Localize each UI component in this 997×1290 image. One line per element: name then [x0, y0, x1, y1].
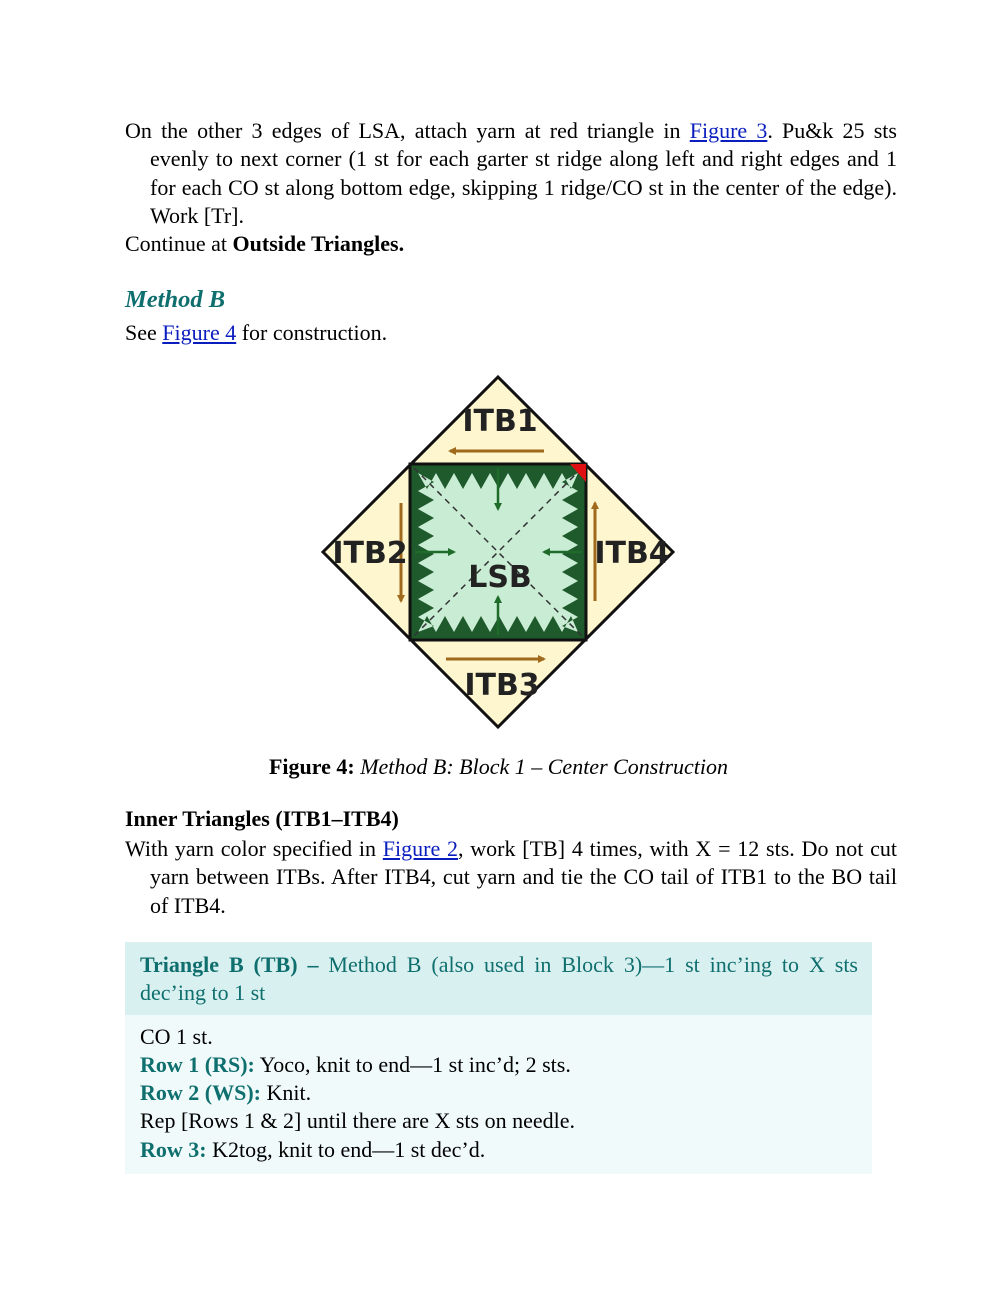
- figure-4-link[interactable]: Figure 4: [162, 320, 237, 345]
- row-3-label: Row 3:: [140, 1136, 207, 1162]
- label-itb4: ITB4: [594, 536, 670, 571]
- method-b-heading: Method B: [125, 286, 226, 313]
- row-1-text: Yoco, knit to end—1 st inc’d; 2 sts.: [254, 1051, 571, 1077]
- triangle-b-box: [125, 942, 872, 1174]
- row-2-line: [140, 1079, 858, 1107]
- construction-diagram: [318, 373, 678, 733]
- caption-text: Method B: Block 1 – Center Construction: [360, 754, 729, 779]
- triangle-b-header: [125, 942, 872, 1015]
- row-3-text: K2tog, knit to end—1 st dec’d.: [206, 1136, 486, 1162]
- figure-2-link[interactable]: Figure 2: [382, 836, 459, 861]
- row-1-line: [140, 1051, 858, 1079]
- inner-text-continued: , work [TB] 4 times, with X = 12 sts. Do not cut yarn between ITBs. After ITB4, cut yarn and tie the CO tail of ITB1 to the BO tail of ITB4.: [150, 836, 897, 918]
- intro-paragraph: [125, 117, 897, 230]
- see-text-continued: for construction.: [236, 320, 388, 345]
- inner-text: With yarn color specified in: [125, 836, 383, 861]
- row-3-line: [140, 1136, 858, 1164]
- inner-triangles-heading: Inner Triangles (ITB1–ITB4): [125, 806, 399, 831]
- continue-paragraph: [125, 230, 872, 258]
- inner-triangles-paragraph: [125, 835, 897, 920]
- intro-text: On the other 3 edges of LSA, attach yarn at red triangle in: [125, 118, 690, 143]
- figure-3-link[interactable]: Figure 3: [689, 118, 768, 143]
- label-itb3: ITB3: [464, 668, 540, 703]
- label-lsb: LSB: [468, 560, 532, 595]
- intro-text-continued: . Pu&k 25 sts evenly to next corner (1 st for each garter st ridge along left and right edges and 1 for each CO st along bottom edge, skipping 1 ridge/CO st in the center of the edge). Work [Tr].: [150, 118, 897, 228]
- see-text: See: [125, 320, 163, 345]
- repeat-line: Rep [Rows 1 & 2] until there are X sts on needle.: [140, 1108, 576, 1134]
- continue-text: Continue at: [125, 231, 233, 256]
- label-itb2: ITB2: [332, 536, 408, 571]
- row-2-text: Knit.: [261, 1080, 312, 1106]
- triangle-b-instructions: [125, 1015, 872, 1174]
- row-2-label: Row 2 (WS):: [140, 1080, 261, 1106]
- cast-on-line: CO 1 st.: [140, 1023, 213, 1049]
- triangle-b-subtitle: Method B (also used in Block 3)—1 st inc’ing to X sts dec’ing to 1 st: [140, 952, 858, 1006]
- triangle-b-title: Triangle B (TB) –: [140, 952, 319, 977]
- row-1-label: Row 1 (RS):: [140, 1051, 255, 1077]
- diagram-svg: [318, 373, 678, 733]
- label-itb1: ITB1: [462, 404, 538, 439]
- outside-triangles-ref: Outside Triangles.: [232, 231, 405, 256]
- caption-label: Figure 4:: [268, 754, 355, 779]
- see-figure-paragraph: [125, 319, 872, 347]
- figure-4-caption: [0, 754, 997, 780]
